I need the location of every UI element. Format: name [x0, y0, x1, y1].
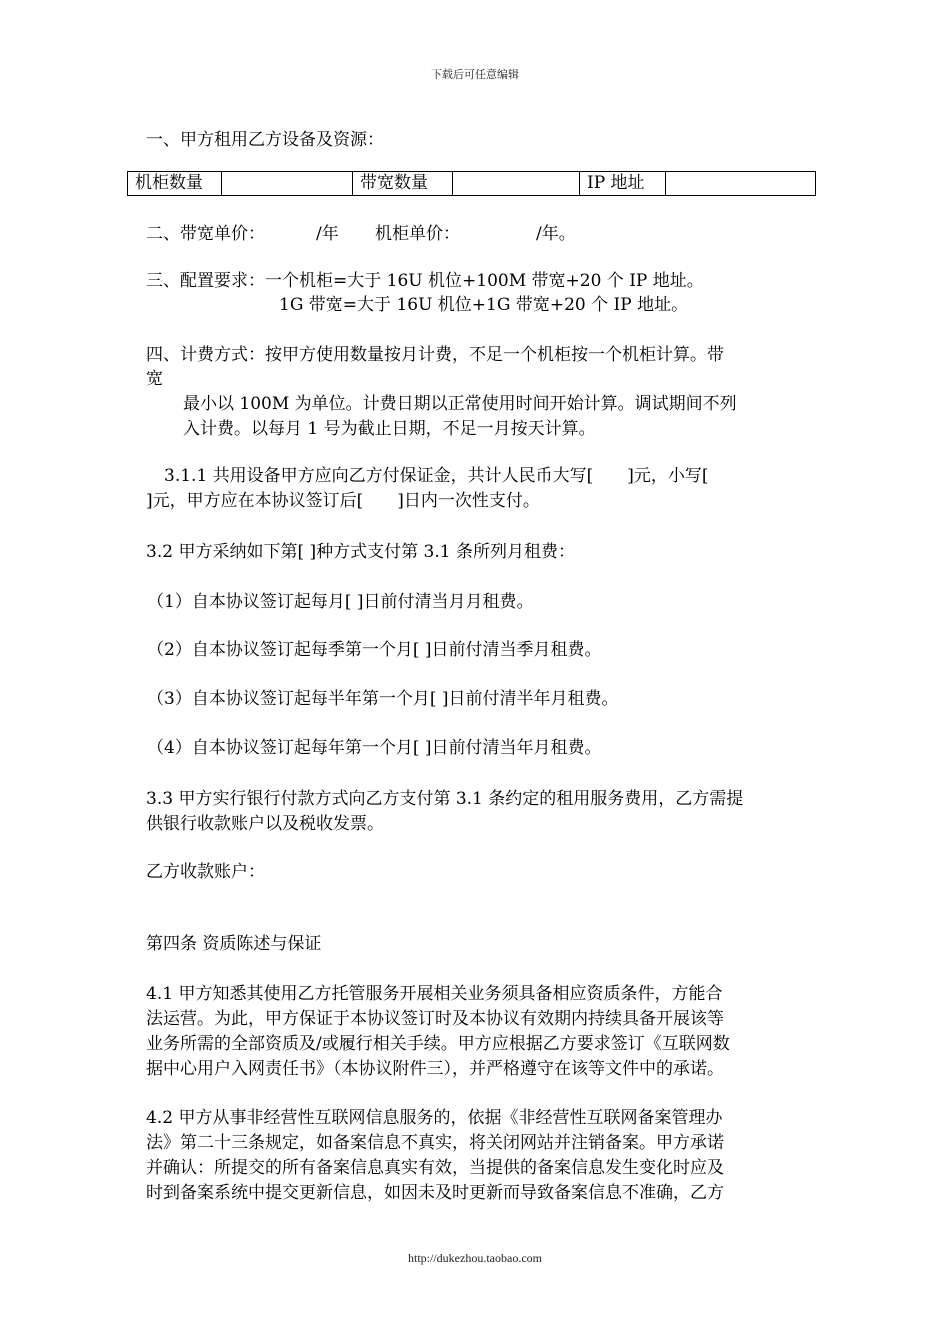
page-footer: http://dukezhou.taobao.com — [408, 1251, 542, 1265]
clause-4-1-line-4: 据中心用户入网责任书》（本协议附件三），并严格遵守在该等文件中的承诺。 — [146, 1059, 724, 1079]
clause-4-1-line-2: 法运营。为此，甲方保证于本协议签订时及本协议有效期内持续具备开展该等 — [146, 1009, 724, 1029]
clause-3-2-intro: 3.2 甲方采纳如下第[ ]种方式支付第 3.1 条所列月租费： — [146, 542, 575, 562]
clause-4-1-line-3: 业务所需的全部资质及/或履行相关手续。甲方应根据乙方要求签订《互联网数 — [146, 1034, 730, 1054]
page-header: 下载后可任意编辑 — [431, 68, 519, 81]
resource-table — [127, 171, 816, 196]
cabinet-price-unit: /年。 — [536, 224, 576, 244]
cabinet-qty-label: 机柜数量 — [128, 172, 222, 196]
clause-3-3-line-2: 供银行收款账户以及税收发票。 — [146, 814, 384, 834]
clause-4-2-line-3: 并确认：所提交的所有备案信息真实有效，当提供的备案信息发生变化时应及 — [146, 1158, 724, 1178]
cabinet-qty-value — [222, 172, 353, 196]
table-row — [128, 172, 816, 196]
bandwidth-qty-value — [453, 172, 580, 196]
clause-4-1-line-1: 4.1 甲方知悉其使用乙方托管服务开展相关业务须具备相应资质条件，方能合 — [146, 984, 723, 1004]
section-4-line-4: 入计费。以每月 1 号为截止日期，不足一月按天计算。 — [183, 419, 596, 439]
bandwidth-price-label: 二、带宽单价： — [146, 224, 265, 244]
ip-address-value — [666, 172, 816, 196]
clause-4-2-line-4: 时到备案系统中提交更新信息，如因未及时更新而导致备案信息不准确，乙方 — [146, 1183, 724, 1203]
clause-3-2-option-1: （1）自本协议签订起每月[ ]日前付清当月月租费。 — [147, 592, 534, 612]
clause-3-2-option-4: （4）自本协议签订起每年第一个月[ ]日前付清当年月租费。 — [147, 738, 602, 758]
clause-3-2-option-2: （2）自本协议签订起每季第一个月[ ]日前付清当季月租费。 — [147, 640, 602, 660]
clause-3-3-line-1: 3.3 甲方实行银行付款方式向乙方支付第 3.1 条约定的租用服务费用，乙方需提 — [146, 789, 744, 809]
clause-3-2-option-3: （3）自本协议签订起每半年第一个月[ ]日前付清半年月租费。 — [147, 689, 619, 709]
clause-4-2-line-2: 法》第二十三条规定，如备案信息不真实，将关闭网站并注销备案。甲方承诺 — [146, 1133, 724, 1153]
section-4-line-2: 宽 — [146, 369, 163, 389]
clause-3-1-line-2: ]元，甲方应在本协议签订后[ ]日内一次性支付。 — [146, 491, 540, 511]
article-4-title: 第四条 资质陈述与保证 — [146, 934, 322, 954]
bank-account-label: 乙方收款账户： — [146, 862, 265, 882]
bandwidth-qty-label: 带宽数量 — [353, 172, 453, 196]
clause-4-2-line-1: 4.2 甲方从事非经营性互联网信息服务的，依据《非经营性互联网备案管理办 — [146, 1108, 723, 1128]
section-4-line-3: 最小以 100M 为单位。计费日期以正常使用时间开始计算。调试期间不列 — [183, 394, 737, 414]
section-3-line-1: 三、配置要求：一个机柜=大于 16U 机位+100M 带宽+20 个 IP 地址。 — [146, 271, 704, 291]
section-4-line-1: 四、计费方式：按甲方使用数量按月计费，不足一个机柜按一个机柜计算。带 — [146, 345, 724, 365]
bandwidth-price-unit: /年 — [316, 224, 339, 244]
clause-3-1-line-1: 3.1.1 共用设备甲方应向乙方付保证金，共计人民币大写[ ]元，小写[ — [164, 466, 709, 486]
section-1-title: 一、甲方租用乙方设备及资源： — [146, 130, 384, 150]
cabinet-price-label: 机柜单价： — [375, 224, 460, 244]
ip-address-label: IP 地址 — [580, 172, 666, 196]
section-3-line-2: 1G 带宽=大于 16U 机位+1G 带宽+20 个 IP 地址。 — [279, 295, 689, 315]
